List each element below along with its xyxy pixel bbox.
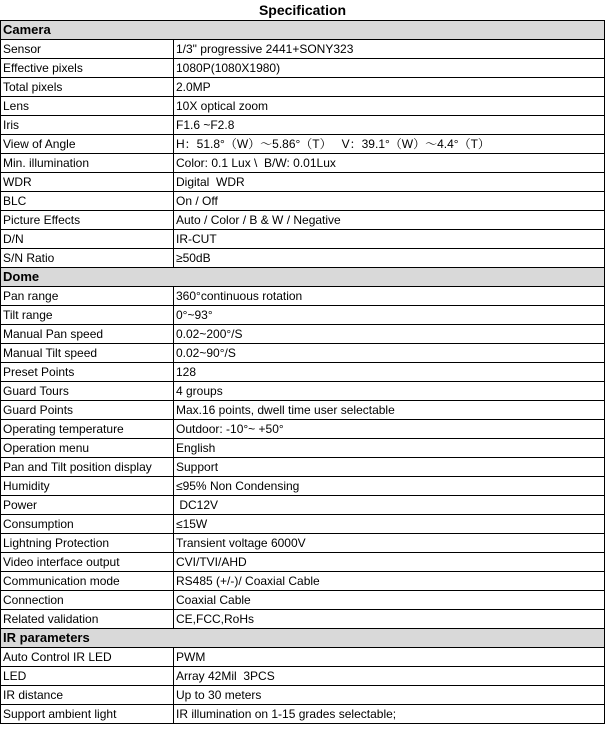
spec-value: IR-CUT [174,230,605,249]
spec-value: IR illumination on 1-15 grades selectable; [174,705,605,724]
spec-label: Min. illumination [1,154,174,173]
table-row [1,382,605,401]
spec-value: 1080P(1080X1980) [174,59,605,78]
spec-label: Tilt range [1,306,174,325]
spec-value: RS485 (+/-)/ Coaxial Cable [174,572,605,591]
table-row [1,40,605,59]
table-row [1,116,605,135]
spec-title: Specification [1,0,605,21]
spec-label: D/N [1,230,174,249]
table-row [1,363,605,382]
section-header: IR parameters [1,629,605,648]
spec-label: Sensor [1,40,174,59]
table-row [1,553,605,572]
spec-value: ≤95% Non Condensing [174,477,605,496]
spec-value: 2.0MP [174,78,605,97]
spec-value: Max.16 points, dwell time user selectable [174,401,605,420]
spec-value: CE,FCC,RoHs [174,610,605,629]
spec-value: 0°~93° [174,306,605,325]
table-row [1,78,605,97]
spec-value: PWM [174,648,605,667]
spec-label: BLC [1,192,174,211]
spec-label: WDR [1,173,174,192]
spec-value: ≤15W [174,515,605,534]
table-row [1,154,605,173]
spec-value: Array 42Mil 3PCS [174,667,605,686]
spec-value: Coaxial Cable [174,591,605,610]
spec-label: Operating temperature [1,420,174,439]
table-row [1,192,605,211]
table-row [1,591,605,610]
spec-value: F1.6 ~F2.8 [174,116,605,135]
spec-label: Pan range [1,287,174,306]
spec-label: IR distance [1,686,174,705]
spec-label: Effective pixels [1,59,174,78]
spec-value: DC12V [174,496,605,515]
section-header-row [1,21,605,40]
section-header-row [1,268,605,287]
title-row [1,0,605,21]
spec-value: Transient voltage 6000V [174,534,605,553]
table-row [1,230,605,249]
table-row [1,135,605,154]
table-row [1,59,605,78]
spec-label: Manual Tilt speed [1,344,174,363]
table-row [1,534,605,553]
spec-label: Guard Points [1,401,174,420]
spec-label: Lens [1,97,174,116]
spec-value: English [174,439,605,458]
spec-label: Communication mode [1,572,174,591]
spec-label: Manual Pan speed [1,325,174,344]
spec-label: View of Angle [1,135,174,154]
spec-value: 10X optical zoom [174,97,605,116]
spec-label: Picture Effects [1,211,174,230]
table-row [1,477,605,496]
table-row [1,287,605,306]
spec-value: 0.02~90°/S [174,344,605,363]
spec-label: Power [1,496,174,515]
section-header-row [1,629,605,648]
table-row [1,97,605,116]
spec-label: Lightning Protection [1,534,174,553]
spec-value: Color: 0.1 Lux \ B/W: 0.01Lux [174,154,605,173]
spec-label: Auto Control IR LED [1,648,174,667]
table-row [1,401,605,420]
table-row [1,572,605,591]
spec-value: Auto / Color / B & W / Negative [174,211,605,230]
spec-label: Pan and Tilt position display [1,458,174,477]
spec-label: Guard Tours [1,382,174,401]
spec-label: Operation menu [1,439,174,458]
spec-label: Preset Points [1,363,174,382]
spec-value: 4 groups [174,382,605,401]
spec-table-body [1,0,605,724]
spec-label: Total pixels [1,78,174,97]
table-row [1,306,605,325]
spec-value: On / Off [174,192,605,211]
spec-value: 128 [174,363,605,382]
spec-label: Video interface output [1,553,174,572]
table-row [1,325,605,344]
section-header: Camera [1,21,605,40]
spec-label: Connection [1,591,174,610]
spec-label: Humidity [1,477,174,496]
spec-value: Support [174,458,605,477]
table-row [1,249,605,268]
table-row [1,458,605,477]
spec-value: Outdoor: -10°~ +50° [174,420,605,439]
spec-label: LED [1,667,174,686]
spec-value: 360°continuous rotation [174,287,605,306]
table-row [1,173,605,192]
table-row [1,648,605,667]
spec-value: 1/3" progressive 2441+SONY323 [174,40,605,59]
spec-label: S/N Ratio [1,249,174,268]
spec-label: Related validation [1,610,174,629]
table-row [1,344,605,363]
table-row [1,610,605,629]
spec-label: Consumption [1,515,174,534]
table-row [1,515,605,534]
spec-value: Digital WDR [174,173,605,192]
spec-value: ≥50dB [174,249,605,268]
table-row [1,686,605,705]
table-row [1,667,605,686]
table-row [1,420,605,439]
spec-label: Support ambient light [1,705,174,724]
spec-value: 0.02~200°/S [174,325,605,344]
table-row [1,211,605,230]
spec-label: Iris [1,116,174,135]
table-row [1,496,605,515]
spec-value: Up to 30 meters [174,686,605,705]
table-row [1,705,605,724]
spec-value: CVI/TVI/AHD [174,553,605,572]
section-header: Dome [1,268,605,287]
spec-value: H：51.8°（W）～5.86°（T） V：39.1°（W）～4.4°（T） [174,135,605,154]
table-row [1,439,605,458]
